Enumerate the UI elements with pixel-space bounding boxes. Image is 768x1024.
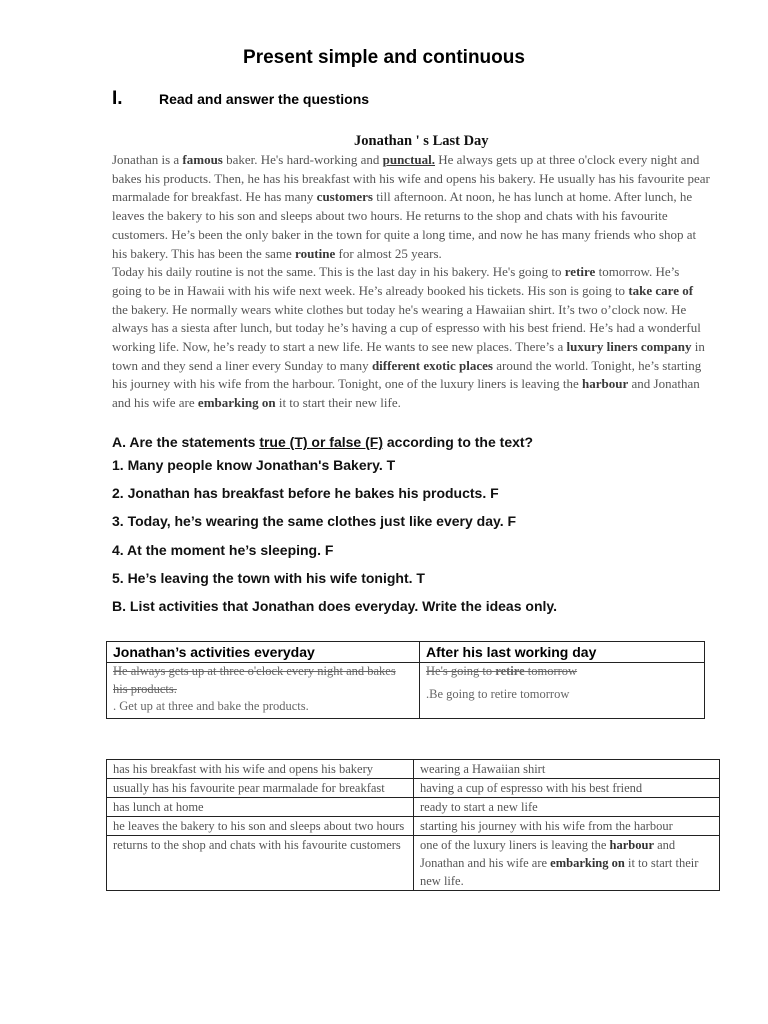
- part-a-item-1: 1. Many people know Jonathan's Bakery. T: [112, 457, 396, 473]
- answer-text: .Be going to retire tomorrow: [426, 686, 570, 701]
- table-cell: returns to the shop and chats with his favourite customers: [107, 836, 414, 891]
- part-a-heading: A. Are the statements true (T) or false (F) according to the text?: [112, 434, 534, 450]
- table-row: [107, 779, 720, 798]
- table-header-everyday: Jonathan’s activities everyday: [107, 642, 420, 663]
- table-cell: wearing a Hawaiian shirt: [414, 760, 720, 779]
- struck-example-text: He's going to retire tomorrow: [426, 664, 578, 678]
- part-a-item-5: 5. He’s leaving the town with his wife tonight. T: [112, 570, 425, 586]
- activities-table-1: [106, 641, 705, 719]
- table-row: [107, 836, 720, 891]
- section-number: I.: [112, 88, 123, 109]
- story-text: [112, 151, 712, 413]
- table-cell: ready to start a new life: [414, 798, 720, 817]
- activities-table-2: [106, 759, 720, 891]
- page-title: Present simple and continuous: [243, 47, 525, 68]
- story-paragraph-1: Jonathan is a famous baker. He's hard-working and punctual. He always gets up at three o'clock every night and bakes his products. Then, he has his breakfast with his wife and opens his bakery. He usually has his favourite pear marmalade for breakfast. He has many customers till afternoon. At noon, he has lunch at home. After lunch, he leaves the bakery to his son and sleeps about two hours. He returns to the shop and chats with his favourite customers. He’s been the only baker in the town for quite a long time, and now he has many friends who shop at his bakery. This has been the same routine for almost 25 years.: [112, 152, 710, 261]
- table-cell: having a cup of espresso with his best friend: [414, 779, 720, 798]
- table-row: [107, 817, 720, 836]
- table-cell: has lunch at home: [107, 798, 414, 817]
- section-label: Read and answer the questions: [159, 91, 370, 107]
- table-cell: he leaves the bakery to his son and sleeps about two hours: [107, 817, 414, 836]
- story-paragraph-2: Today his daily routine is not the same. This is the last day in his bakery. He's going to retire tomorrow. He’s going to be in Hawaii with his wife next week. He’s already booked his tickets. His son is going to take care of the bakery. He normally wears white clothes but today he's wearing a Hawaiian shirt. It’s two o’clock now. He always has a siesta after lunch, but today he’s having a cup of espresso with his best friend. He’s had a wonderful working life. Now, he’s ready to start a new life. He wants to see new places. There’s a luxury liners company in town and they send a liner every Sunday to many different exotic places around the world. Tonight, he’s starting his journey with his wife from the harbour. Tonight, one of the luxury liners is leaving the harbour and Jonathan and his wife are embarking on it to start their new life.: [112, 264, 705, 411]
- table-row: [107, 760, 720, 779]
- table-cell: one of the luxury liners is leaving the harbour and Jonathan and his wife are embarking on it to start their new life.: [414, 836, 720, 891]
- story-title: Jonathan ' s Last Day: [354, 133, 489, 149]
- table-cell: has his breakfast with his wife and opens his bakery: [107, 760, 414, 779]
- table-cell: usually has his favourite pear marmalade for breakfast: [107, 779, 414, 798]
- struck-example-text: He always gets up at three o'clock every night and bakes his products.: [113, 664, 396, 696]
- table-cell: starting his journey with his wife from the harbour: [414, 817, 720, 836]
- table-cell-everyday: [107, 663, 420, 719]
- table-cell-after: [420, 663, 705, 719]
- table-row: [107, 798, 720, 817]
- part-b-heading: B. List activities that Jonathan does everyday. Write the ideas only.: [112, 598, 558, 614]
- part-a-item-3: 3. Today, he’s wearing the same clothes just like every day. F: [112, 513, 517, 529]
- part-a-item-2: 2. Jonathan has breakfast before he bakes his products. F: [112, 485, 499, 501]
- part-a-item-4: 4. At the moment he’s sleeping. F: [112, 542, 334, 558]
- table-header-after: After his last working day: [420, 642, 705, 663]
- answer-text: . Get up at three and bake the products.: [113, 699, 309, 713]
